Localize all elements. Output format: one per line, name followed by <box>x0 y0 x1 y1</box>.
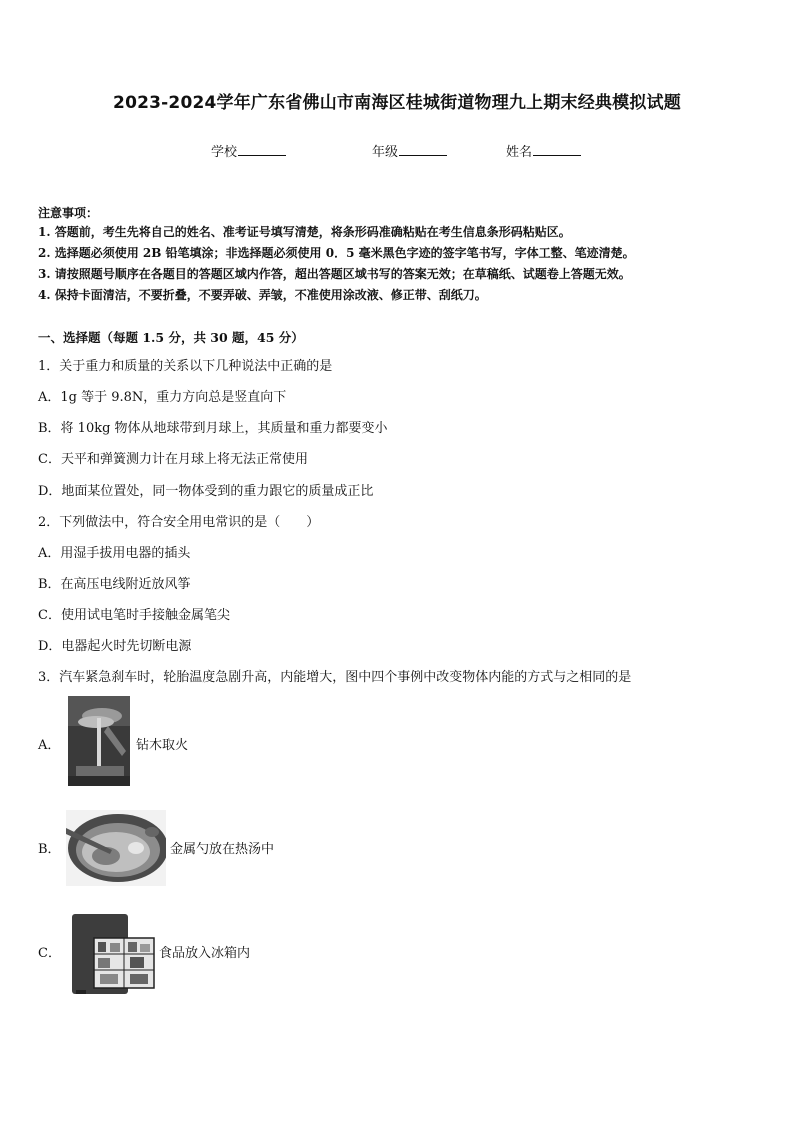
grade-blank <box>399 143 447 156</box>
notice-item-3: 3. 请按照题号顺序在各题目的答题区域内作答，超出答题区域书写的答案无效；在草稿纸、试题卷上答题无效。 <box>38 267 631 281</box>
school-field: 学校 <box>211 141 286 160</box>
question-3-option-c-text: 食品放入冰箱内 <box>159 946 251 961</box>
notice-item-1: 1. 答题前，考生先将自己的姓名、准考证号填写清楚，将条形码准确粘贴在考生信息条形码粘贴区。 <box>38 225 571 239</box>
question-3-stem: 3．汽车紧急刹车时，轮胎温度急剧升高，内能增大，图中四个事例中改变物体内能的方式与之相同的是 <box>38 670 632 685</box>
section-heading: 一、选择题（每题 1.5 分，共 30 题，45 分） <box>38 330 304 345</box>
exam-title: 2023-2024学年广东省佛山市南海区桂城街道物理九上期末经典模拟试题 <box>113 93 681 113</box>
question-3-option-b-text: 金属勺放在热汤中 <box>170 842 275 857</box>
school-blank <box>238 143 286 156</box>
question-3-option-a-label: A． <box>38 738 61 753</box>
question-2-stem: 2．下列做法中，符合安全用电常识的是（ ） <box>38 515 320 530</box>
question-2-option-c: C．使用试电笔时手接触金属笔尖 <box>38 608 230 623</box>
notice-item-4: 4. 保持卡面清洁，不要折叠，不要弄破、弄皱，不准使用涂改液、修正带、刮纸刀。 <box>38 288 487 302</box>
drill-wood-picture <box>68 696 130 786</box>
notice-heading: 注意事项： <box>38 206 99 220</box>
question-1-option-a: A．1g 等于 9.8N，重力方向总是竖直向下 <box>38 390 287 405</box>
question-2-option-a: A．用湿手拔用电器的插头 <box>38 546 191 561</box>
notice-item-2: 2. 选择题必须使用 2B 铅笔填涂；非选择题必须使用 0．5 毫米黑色字迹的签字笔书写，字体工整、笔迹清楚。 <box>38 246 635 260</box>
question-1-stem: 1．关于重力和质量的关系以下几种说法中正确的是 <box>38 359 333 374</box>
name-field: 姓名 <box>506 141 581 160</box>
question-3-option-b-label: B． <box>38 842 61 857</box>
question-3-option-c-label: C． <box>38 946 61 961</box>
question-3-option-a-text: 钻木取火 <box>136 738 189 753</box>
grade-field: 年级 <box>372 141 447 160</box>
question-1-option-c: C．天平和弹簧测力计在月球上将无法正常使用 <box>38 452 308 467</box>
question-2-option-b: B．在高压电线附近放风筝 <box>38 577 191 592</box>
spoon-in-soup-picture <box>66 810 166 886</box>
question-1-option-b: B．将 10kg 物体从地球带到月球上，其质量和重力都要变小 <box>38 421 388 436</box>
question-1-option-d: D．地面某位置处，同一物体受到的重力跟它的质量成正比 <box>38 484 374 499</box>
question-2-option-d: D．电器起火时先切断电源 <box>38 639 192 654</box>
refrigerator-picture <box>70 912 156 996</box>
name-blank <box>533 143 581 156</box>
